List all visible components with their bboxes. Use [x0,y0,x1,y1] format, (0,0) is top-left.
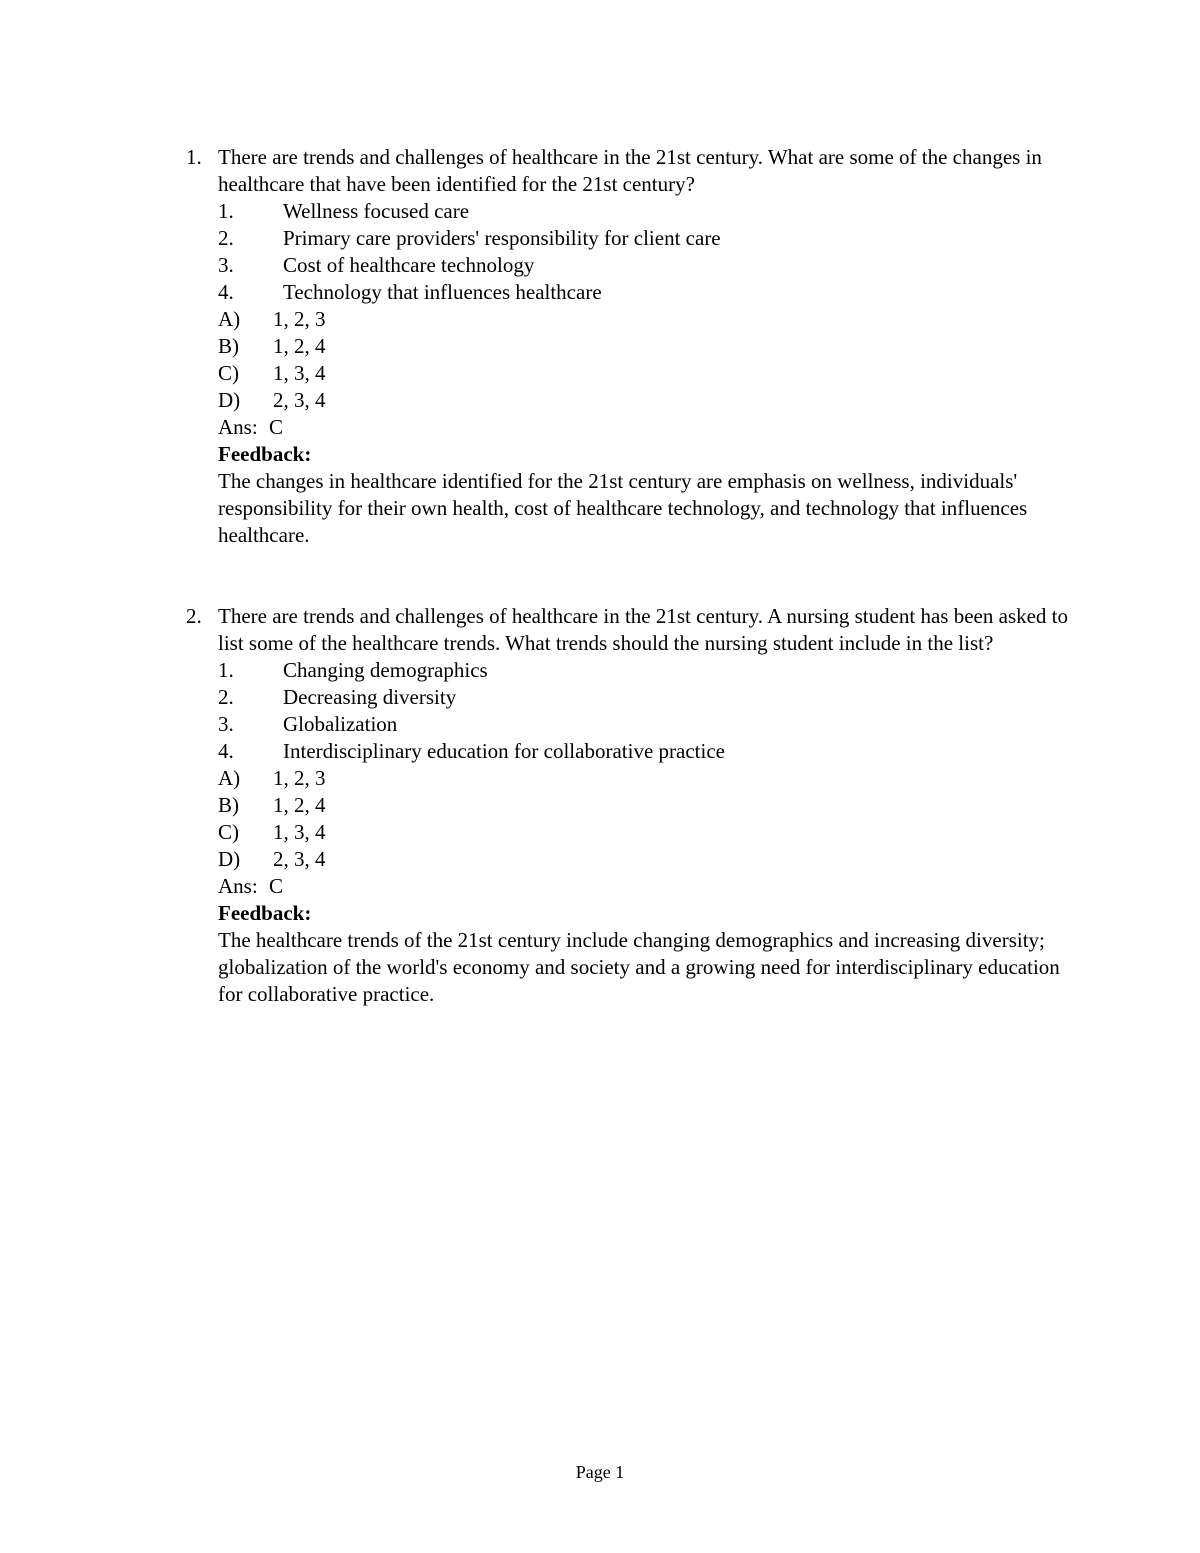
list-item-text: Globalization [283,712,398,736]
feedback-heading: Feedback: [218,442,312,466]
answer-choice [218,333,1086,360]
list-item-number: 2. [218,226,234,250]
choice-text: 1, 2, 4 [273,793,326,817]
list-item [218,198,1086,225]
answer-label: Ans: [218,415,258,439]
list-item [218,711,1086,738]
list-item [218,252,1086,279]
answer-value: C [268,415,283,439]
answer-key [218,873,1086,900]
question-1 [186,144,1086,549]
answer-choice [218,765,1086,792]
list-item-text: Decreasing diversity [283,685,457,709]
choice-letter: C) [218,820,239,844]
list-item-number: 3. [218,712,234,736]
question-text: There are trends and challenges of healthcare in the 21st century. What are some of the changes in healthcare that have been identified for the 21st century? [218,145,1042,196]
choice-letter: D) [218,388,241,412]
choice-text: 1, 2, 3 [273,766,326,790]
choice-letter: A) [218,766,241,790]
list-item [218,657,1086,684]
question-number: 2. [186,604,202,628]
answer-value: C [268,874,283,898]
list-item-text: Primary care providers' responsibility for client care [283,226,721,250]
list-item-text: Technology that influences healthcare [283,280,602,304]
answer-label: Ans: [218,874,258,898]
choice-text: 1, 2, 4 [273,334,326,358]
choice-letter: B) [218,334,239,358]
answer-choice [218,819,1086,846]
choice-text: 2, 3, 4 [273,847,326,871]
list-item-text: Changing demographics [283,658,488,682]
question-text: There are trends and challenges of healthcare in the 21st century. A nursing student has been asked to list some of the healthcare trends. What trends should the nursing student include in the list? [218,604,1069,655]
list-item-number: 3. [218,253,234,277]
question-2-body [218,603,1086,1008]
feedback-text: The healthcare trends of the 21st century include changing demographics and increasing diversity; globalization of the world's economy and society and a growing need for interdisciplinary education for collaborative practice. [218,928,1060,1006]
question-2-line [186,603,1086,1008]
answer-choice [218,360,1086,387]
question-1-line [186,144,1086,549]
list-item [218,225,1086,252]
list-item-number: 4. [218,739,234,763]
choice-text: 2, 3, 4 [273,388,326,412]
answer-choice [218,792,1086,819]
page-number: Page 1 [575,1462,625,1482]
choice-letter: D) [218,847,241,871]
list-item-text: Cost of healthcare technology [283,253,535,277]
choice-letter: C) [218,361,239,385]
list-item-number: 2. [218,685,234,709]
question-number: 1. [186,145,202,169]
choice-text: 1, 3, 4 [273,361,326,385]
feedback-heading: Feedback: [218,901,312,925]
list-item [218,279,1086,306]
answer-choice [218,846,1086,873]
list-item-text: Wellness focused care [283,199,470,223]
question-1-body [218,144,1086,549]
choice-text: 1, 3, 4 [273,820,326,844]
list-item-number: 1. [218,199,234,223]
question-2 [186,603,1086,1008]
answer-choice [218,387,1086,414]
list-item-text: Interdisciplinary education for collaborative practice [283,739,725,763]
list-item-number: 1. [218,658,234,682]
choice-letter: B) [218,793,239,817]
feedback-text: The changes in healthcare identified for the 21st century are emphasis on wellness, individuals' responsibility for their own health, cost of healthcare technology, and technology that influences healthcare. [218,469,1028,547]
answer-key [218,414,1086,441]
list-item [218,684,1086,711]
choice-letter: A) [218,307,241,331]
answer-choice [218,306,1086,333]
list-item-number: 4. [218,280,234,304]
choice-text: 1, 2, 3 [273,307,326,331]
list-item [218,738,1086,765]
